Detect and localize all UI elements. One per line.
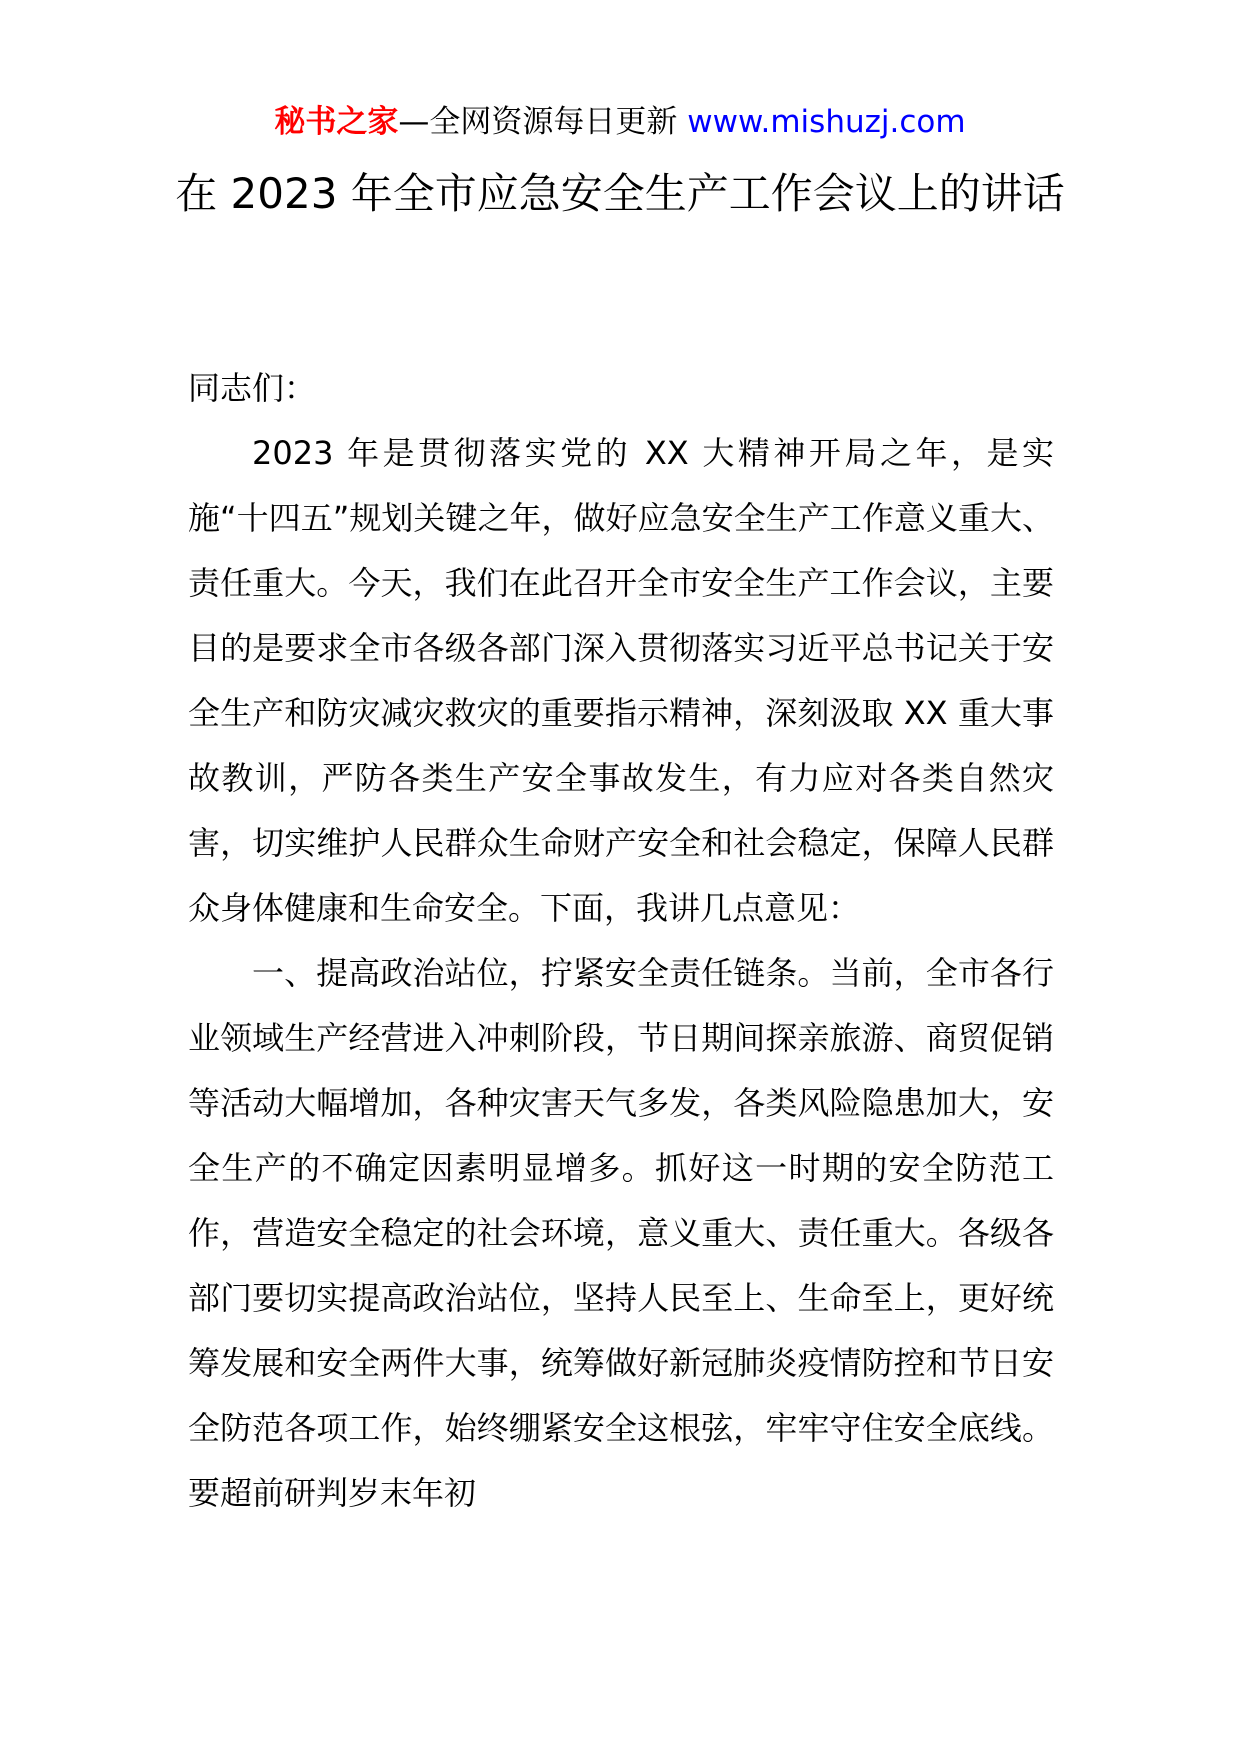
site-slogan: —全网资源每日更新 [398,104,678,140]
site-url-link[interactable]: www.mishuzj.com [687,104,966,140]
site-brand: 秘书之家 [274,104,399,140]
document-title: 在 2023 年全市应急安全生产工作会议上的讲话 [175,169,1065,218]
document-body [188,356,1054,1526]
salutation: 同志们： [188,369,317,407]
section-1-heading: 一、提高政治站位，拧紧安全责任链条。 [252,954,830,992]
section-1-paragraph [188,941,1054,1526]
section-1-body: 当前，全市各行业领域生产经营进入冲刺阶段，节日期间探亲旅游、商贸促销等活动大幅增加，各种灾害天气多发，各类风险隐患加大，安全生产的不确定因素明显增多。抓好这一时期的安全防范工作，营造安全稳定的社会环境，意义重大、责任重大。各级各部门要切实提高政治站位，坚持人民至上、生命至上，更好统筹发展和安全两件大事，统筹做好新冠肺炎疫情防控和节日安全防范各项工作，始终绷紧安全这根弦，牢牢守住安全底线。要超前研判岁末年初 [188,954,1054,1512]
intro-paragraph: 2023 年是贯彻落实党的 XX 大精神开局之年，是实施“十四五”规划关键之年，做好应急安全生产工作意义重大、责任重大。今天，我们在此召开全市安全生产工作会议，主要目的是要求全市各级各部门深入贯彻落实习近平总书记关于安全生产和防灾减灾救灾的重要指示精神，深刻汲取 XX 重大事故教训，严防各类生产安全事故发生，有力应对各类自然灾害，切实维护人民群众生命财产安全和社会稳定，保障人民群众身体健康和生命安全。下面，我讲几点意见： [188,434,1054,927]
site-watermark-header [0,100,1240,144]
